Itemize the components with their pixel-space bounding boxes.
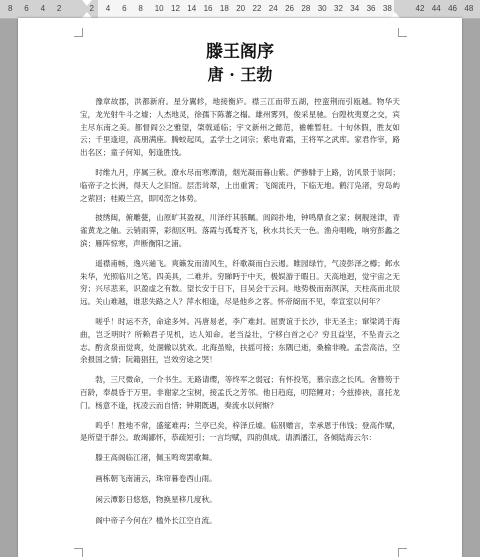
paragraph: 呜乎！胜地不常，盛筵难再；兰亭已矣，梓泽丘墟。临别赠言，幸承恩于伟饯；登高作赋，是所望于群公。敢竭鄙怀，恭疏短引；一言均赋，四韵俱成。请洒潘江，各倾陆海云尔： (80, 420, 400, 443)
ruler-number: 48 (464, 4, 474, 13)
ruler-number: 38 (382, 4, 392, 13)
ruler-number: 4 (105, 4, 111, 13)
ruler-number: 12 (171, 4, 180, 13)
ruler-number: 28 (301, 4, 311, 13)
poem-line: 闲云潭影日悠悠，物换星移几度秋。 (95, 494, 217, 504)
margin-corner-bottom-right (398, 548, 407, 557)
document-page[interactable] (18, 18, 462, 557)
ruler-number: 30 (317, 4, 327, 13)
paragraph: 豫章故郡，洪都新府。星分翼轸，地接衡庐。襟三江而带五湖，控蛮荆而引瓯越。物华天宝，龙光射牛斗之墟；人杰地灵，徐孺下陈蕃之榻。雄州雾列，俊采星驰。台隍枕夷夏之交，宾主尽东南之美。都督阎公之雅望，棨戟遥临；宇文新州之懿范，襜帷暂驻。十旬休假，胜友如云；千里逢迎，高朋满座。腾蛟起凤，孟学士之词宗；紫电青霜，王将军之武库。家君作宰，路出名区；童子何知，躬逢胜饯。 (80, 97, 400, 158)
ruler-number: 4 (40, 4, 46, 13)
ruler-number: 10 (154, 4, 164, 13)
ruler-number: 32 (334, 4, 343, 13)
paragraph: 遥襟甫畅，逸兴遄飞。爽籁发而清风生，纤歌凝而白云遏。睢园绿竹，气凌彭泽之樽；邺水朱华，光照临川之笔。四美具，二难并。穷睇眄于中天，极娱游于暇日。天高地迥，觉宇宙之无穷；兴尽悲来，识盈虚之有数。望长安于日下，目吴会于云间。地势极而南溟深，天柱高而北辰远。关山难越，谁悲失路之人？萍水相逢，尽是他乡之客。怀帝阍而不见，奉宣室以何年？ (80, 258, 400, 307)
poem-line: 画栋朝飞南浦云，珠帘暮卷西山雨。 (95, 473, 217, 483)
ruler-number: 14 (187, 4, 197, 13)
ruler-number: 22 (252, 4, 262, 13)
ruler-number: 26 (285, 4, 294, 13)
margin-corner-top-right (398, 28, 407, 37)
first-line-indent-marker[interactable] (82, 0, 92, 6)
ruler-number: 6 (122, 4, 127, 13)
paragraph: 勃，三尺微命，一介书生。无路请缨，等终军之弱冠；有怀投笔，慕宗悫之长风。舍簪笏于百龄，奉晨昏于万里。非谢家之宝树，接孟氏之芳邻。他日趋庭，叨陪鲤对；今兹捧袂，喜托龙门。杨意不逢，抚凌云而自惜；钟期既遇，奏流水以何惭？ (80, 375, 400, 410)
ruler-number: 16 (203, 4, 213, 13)
ruler-number: 6 (24, 4, 29, 13)
margin-corner-top-left (74, 28, 83, 37)
ruler-number: 46 (448, 4, 457, 13)
ruler-number: 8 (138, 4, 143, 13)
ruler-number: 42 (415, 4, 425, 13)
ruler-number: 2 (56, 4, 62, 13)
ruler-number: 20 (236, 4, 246, 13)
paragraph: 时维九月，序属三秋。潦水尽而寒潭清，烟光凝而暮山紫。俨骖騑于上路，访风景于崇阿；临帝子之长洲，得天人之旧馆。层峦耸翠，上出重霄；飞阁流丹，下临无地。鹤汀凫渚，穷岛屿之萦回；桂殿兰宫，即冈峦之体势。 (80, 167, 400, 203)
ruler-number: 2 (89, 4, 94, 13)
document-author: 唐 · 王勃 (207, 65, 273, 84)
poem-line: 阁中帝子今何在？槛外长江空自流。 (95, 515, 217, 525)
ruler-number: 44 (431, 4, 441, 13)
horizontal-ruler[interactable] (0, 0, 480, 19)
document-body[interactable] (80, 96, 400, 535)
ruler-number: 8 (8, 4, 13, 13)
ruler-number: 24 (268, 4, 278, 13)
margin-corner-bottom-left (74, 548, 83, 557)
document-title: 滕王阁序 (206, 42, 274, 62)
paragraph: 嗟乎！时运不齐，命途多舛。冯唐易老，李广难封。屈贾谊于长沙，非无圣主；窜梁鸿于海曲，岂乏明时？所赖君子见机，达人知命。老当益壮，宁移白首之心？穷且益坚，不坠青云之志。酌贪泉而觉爽，处涸辙以犹欢。北海虽赊，扶摇可接；东隅已逝，桑榆非晚。孟尝高洁，空余报国之情；阮籍猖狂，岂效穷途之哭！ (80, 316, 400, 365)
poem-line: 滕王高阁临江渚，佩玉鸣鸾罢歌舞。 (95, 453, 217, 463)
ruler-number: 34 (350, 4, 360, 13)
ruler-number: 36 (366, 4, 376, 13)
ruler-number: 18 (219, 4, 229, 13)
paragraph: 披绣闼，俯雕甍，山原旷其盈视，川泽纡其骇瞩。闾阎扑地，钟鸣鼎食之家；舸舰迷津，青雀黄龙之舳。云销雨霁，彩彻区明。落霞与孤鹜齐飞，秋水共长天一色。渔舟唱晚，响穷彭蠡之滨；雁阵惊寒，声断衡阳之浦。 (80, 213, 400, 248)
